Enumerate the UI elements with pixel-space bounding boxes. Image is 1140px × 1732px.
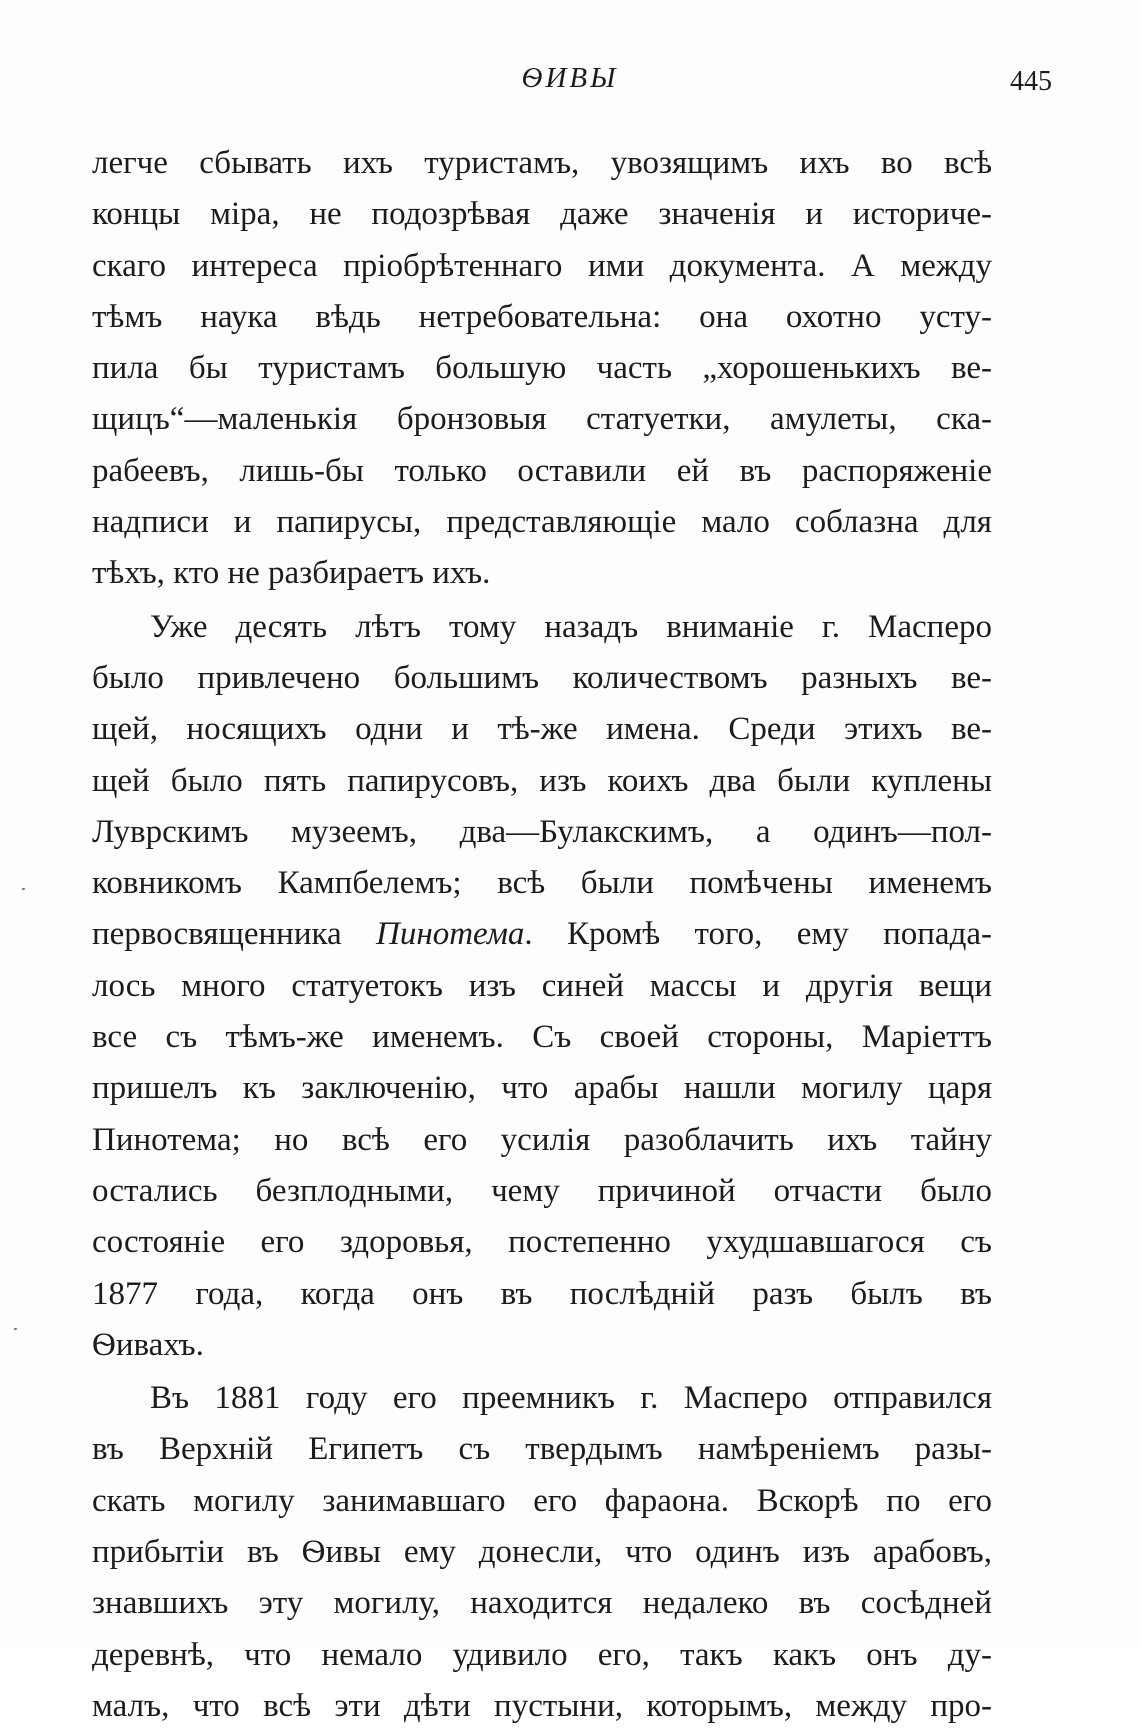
text-line: надписи и папирусы, представляющіе мало соблазна для [92, 504, 992, 541]
text-line: лось много статуетокъ изъ синей массы и другія вещи [92, 967, 992, 1004]
page-number: 445 [1010, 66, 1052, 97]
paragraph-1 [92, 138, 992, 600]
text-line: щей было пять папирусовъ, изъ коихъ два были куплены [92, 762, 992, 799]
running-head [0, 62, 1140, 102]
text-line: легче сбывать ихъ туристамъ, увозящимъ ихъ во всѣ [92, 145, 992, 181]
paragraph-2 [92, 602, 992, 1371]
text-line: скаго интереса пріобрѣтеннаго ими документа. А между [92, 247, 992, 284]
text-line: пришелъ къ заключенію, что арабы нашли могилу царя [92, 1070, 992, 1107]
text-line: малъ, что всѣ эти дѣти пустыни, которымъ, между про- [92, 1687, 992, 1724]
text-line: тѣхъ, кто не разбираетъ ихъ. [92, 555, 491, 592]
text-line: скать могилу занимавшаго его фараона. Вскорѣ по его [92, 1482, 992, 1519]
text-line: концы міра, не подозрѣвая даже значенія и историче- [92, 196, 992, 233]
running-title: ѲИВЫ [521, 62, 619, 94]
text-segment: первосвященника [92, 916, 376, 953]
text-line: въ Верхній Египетъ съ твердымъ намѣреніемъ разы- [92, 1431, 992, 1468]
text-line: щей, носящихъ одни и тѣ-же имена. Среди этихъ ве- [92, 711, 992, 748]
text-line: Пинотема; но всѣ его усилія разоблачить ихъ тайну [92, 1121, 992, 1158]
text-line: щицъ“—маленькія бронзовыя статуетки, амулеты, ска- [92, 401, 992, 438]
text-line: Ѳивахъ. [92, 1326, 204, 1363]
text-line: состояніе его здоровья, постепенно ухудшавшагося съ [92, 1224, 992, 1261]
text-line-with-name [92, 909, 992, 960]
text-segment: . Кромѣ того, ему попада- [524, 916, 992, 953]
text-line: все съ тѣмъ-же именемъ. Съ своей стороны, Маріеттъ [92, 1019, 992, 1056]
text-line: знавшихъ эту могилу, находится недалеко въ сосѣдней [92, 1585, 992, 1622]
text-line: ковникомъ Кампбелемъ; всѣ были помѣчены именемъ [92, 865, 992, 902]
text-line: рабеевъ, лишь-бы только оставили ей въ распоряженіе [92, 452, 992, 489]
text-line: остались безплодными, чему причиной отчасти было [92, 1172, 992, 1209]
text-line: 1877 года, когда онъ въ послѣдній разъ былъ въ [92, 1275, 992, 1312]
text-line: тѣмъ наука вѣдь нетребовательна: она охотно усту- [92, 298, 992, 335]
scan-speck [22, 888, 25, 890]
text-line: Въ 1881 году его преемникъ г. Масперо отправился [150, 1380, 992, 1417]
body-text [92, 138, 992, 1732]
text-line: Уже десять лѣтъ тому назадъ вниманіе г. Масперо [150, 608, 992, 645]
text-line: деревнѣ, что немало удивило его, такъ какъ онъ ду- [92, 1636, 992, 1673]
text-line: Луврскимъ музеемъ, два—Булакскимъ, а одинъ—пол- [92, 813, 992, 850]
scan-speck [14, 1328, 17, 1330]
paragraph-3 [92, 1373, 992, 1732]
text-line: пила бы туристамъ большую часть „хорошенькихъ ве- [92, 350, 992, 387]
text-line: было привлечено большимъ количествомъ разныхъ ве- [92, 659, 992, 696]
text-line: прибытіи въ Ѳивы ему донесли, что одинъ изъ арабовъ, [92, 1534, 992, 1571]
pharaoh-name: Пинотема [376, 916, 525, 953]
